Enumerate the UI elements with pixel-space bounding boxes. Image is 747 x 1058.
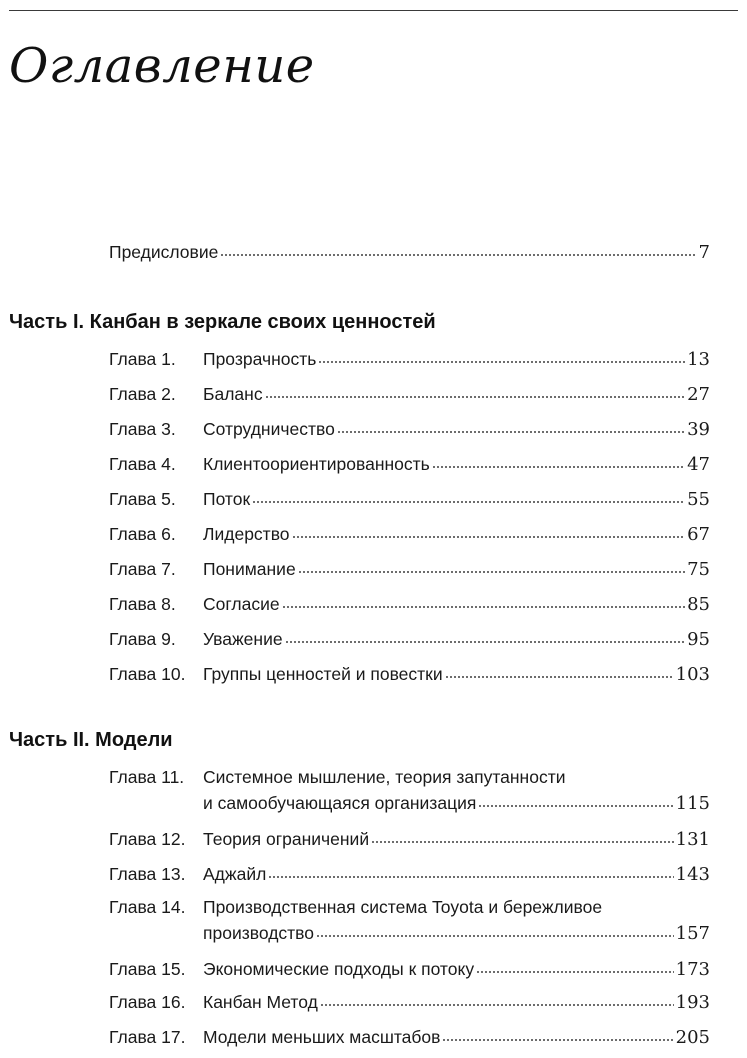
toc-entry-chapter-15[interactable] <box>109 956 710 983</box>
toc-page-number: 7 <box>698 242 710 263</box>
chapter-number: Глава 13. <box>109 864 186 884</box>
chapter-number: Глава 4. <box>109 454 176 474</box>
toc-entry-title: Предисловие <box>109 242 219 262</box>
chapter-number: Глава 3. <box>109 419 176 439</box>
toc-entry-chapter-9[interactable] <box>109 626 710 653</box>
chapter-number: Глава 8. <box>109 594 176 614</box>
chapter-title: Канбан Метод <box>203 992 318 1012</box>
dot-leader <box>318 359 685 364</box>
dot-leader <box>298 569 685 574</box>
dot-leader <box>292 534 686 539</box>
toc-page-number: 143 <box>675 864 710 885</box>
toc-page-number: 95 <box>687 629 710 650</box>
toc-page-number: 103 <box>675 664 710 685</box>
chapter-number: Глава 17. <box>109 1027 186 1047</box>
toc-page-number: 205 <box>675 1027 710 1048</box>
dot-leader <box>476 969 674 974</box>
toc-page-number: 75 <box>687 559 710 580</box>
chapter-title: Теория ограничений <box>203 829 370 849</box>
dot-leader <box>265 394 686 399</box>
dot-leader <box>442 1037 673 1042</box>
toc-page-number: 193 <box>675 992 710 1013</box>
toc-page-number: 39 <box>687 419 710 440</box>
toc-entry-chapter-10[interactable] <box>109 661 710 688</box>
dot-leader <box>337 429 685 434</box>
toc-entry-chapter-17[interactable] <box>109 1024 710 1051</box>
toc-entry-chapter-3[interactable] <box>109 416 710 443</box>
chapter-title: Аджайл <box>203 864 267 884</box>
toc-page-number: 27 <box>687 384 710 405</box>
dot-leader <box>282 604 686 609</box>
dot-leader <box>285 639 686 644</box>
toc-entry-chapter-7[interactable] <box>109 556 710 583</box>
dot-leader <box>316 933 674 938</box>
part-heading-1: Часть I. Канбан в зеркале своих ценностей <box>9 311 436 333</box>
toc-page-number: 173 <box>675 959 710 980</box>
chapter-number: Глава 5. <box>109 489 176 509</box>
chapter-number: Глава 14. <box>109 897 186 917</box>
dot-leader <box>445 674 674 679</box>
chapter-number: Глава 16. <box>109 992 186 1012</box>
toc-entry-chapter-6[interactable] <box>109 521 710 548</box>
toc-entry-chapter-1[interactable] <box>109 346 710 373</box>
chapter-number: Глава 12. <box>109 829 186 849</box>
chapter-number: Глава 10. <box>109 664 186 684</box>
chapter-title: Модели меньших масштабов <box>203 1027 441 1047</box>
toc-page-number: 67 <box>687 524 710 545</box>
toc-page-number: 47 <box>687 454 710 475</box>
chapter-title: Клиентоориентированность <box>203 454 430 474</box>
chapter-title: производство <box>203 923 314 943</box>
toc-page-number: 157 <box>675 923 710 944</box>
chapter-title: Понимание <box>203 559 296 579</box>
toc-entry-chapter-16[interactable] <box>109 989 710 1016</box>
chapter-title: Баланс <box>203 384 263 404</box>
chapter-number: Глава 11. <box>109 767 185 787</box>
dot-leader <box>268 874 673 879</box>
part-heading-2: Часть II. Модели <box>9 729 173 751</box>
chapter-title: Экономические подходы к потоку <box>203 959 475 979</box>
chapter-title: Согласие <box>203 594 280 614</box>
dot-leader <box>432 464 685 469</box>
toc-entry-preface[interactable] <box>109 239 710 266</box>
toc-entry-chapter-14[interactable] <box>109 894 710 947</box>
chapter-title: Сотрудничество <box>203 419 335 439</box>
toc-page-number: 115 <box>675 793 710 814</box>
toc-entry-chapter-13[interactable] <box>109 861 710 888</box>
toc-entry-chapter-5[interactable] <box>109 486 710 513</box>
chapter-number: Глава 15. <box>109 959 186 979</box>
chapter-title: Прозрачность <box>203 349 317 369</box>
chapter-title-line-1: Системное мышление, теория запутанности <box>203 767 566 787</box>
toc-entry-chapter-12[interactable] <box>109 826 710 853</box>
chapter-title: Группы ценностей и повестки <box>203 664 443 684</box>
dot-leader <box>478 803 673 808</box>
toc-entry-chapter-4[interactable] <box>109 451 710 478</box>
toc-page-number: 13 <box>687 349 710 370</box>
chapter-number: Глава 6. <box>109 524 176 544</box>
dot-leader <box>252 499 685 504</box>
chapter-number: Глава 7. <box>109 559 176 579</box>
toc-page-number: 85 <box>687 594 710 615</box>
toc-entry-chapter-8[interactable] <box>109 591 710 618</box>
chapter-number: Глава 9. <box>109 629 176 649</box>
toc-page-number: 55 <box>687 489 710 510</box>
chapter-title: Уважение <box>203 629 283 649</box>
toc-entry-chapter-2[interactable] <box>109 381 710 408</box>
chapter-number: Глава 2. <box>109 384 176 404</box>
dot-leader <box>371 839 674 844</box>
toc-entry-chapter-11[interactable] <box>109 764 710 817</box>
dot-leader <box>220 252 696 257</box>
chapter-title-line-1: Производственная система Toyota и бережливое <box>203 897 603 917</box>
chapter-title: и самообучающаяся организация <box>203 793 477 813</box>
chapter-title: Лидерство <box>203 524 290 544</box>
page-title: Оглавление <box>9 38 315 94</box>
chapter-number: Глава 1. <box>109 349 176 369</box>
chapter-title: Поток <box>203 489 251 509</box>
dot-leader <box>320 1002 674 1007</box>
toc-page-number: 131 <box>675 829 710 850</box>
